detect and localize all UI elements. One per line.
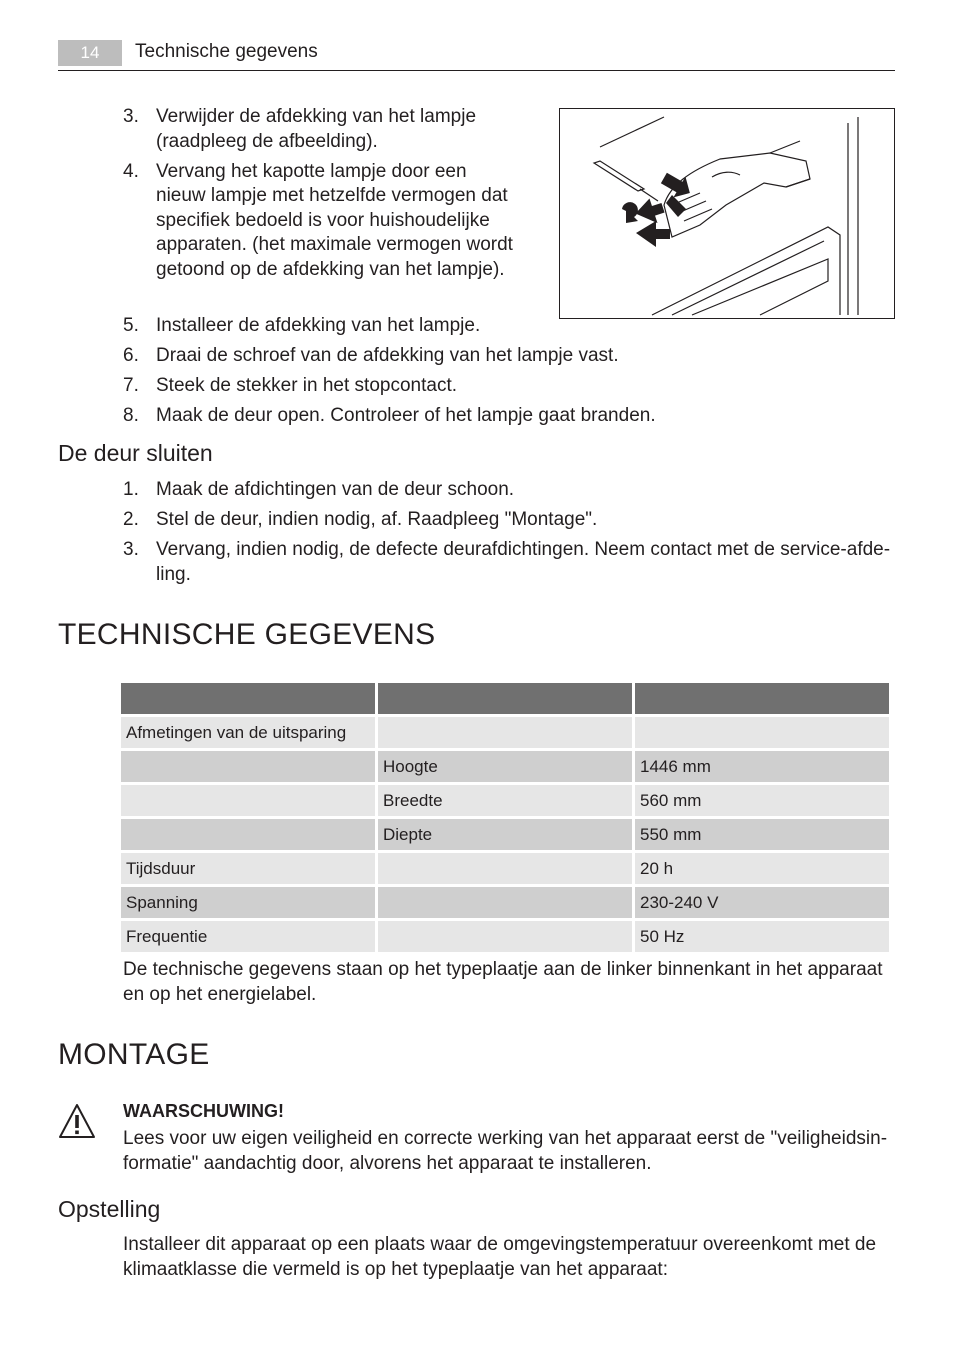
table-cell <box>121 751 375 782</box>
lamp-cover-illustration <box>559 108 895 319</box>
table-header-cell <box>121 683 375 714</box>
tech-note: De technische gegevens staan op het typeplaatje aan de linker binnenkant in het apparaat en op het energielabel. <box>123 959 883 1005</box>
table-row <box>121 853 889 884</box>
list-item: 6. Draai de schroef van de afdekking van het lampje vast. <box>123 345 619 366</box>
running-header-title: Technische gegevens <box>135 41 318 62</box>
table-cell <box>378 921 632 952</box>
table-row <box>121 921 889 952</box>
table-cell: 20 h <box>635 853 889 884</box>
table-cell <box>121 785 375 816</box>
page-number: 14 <box>58 40 122 66</box>
table-cell <box>635 717 889 748</box>
table-row <box>121 887 889 918</box>
table-cell: Hoogte <box>378 751 632 782</box>
door-steps <box>123 478 893 593</box>
table-cell: Spanning <box>121 887 375 918</box>
table-cell <box>378 853 632 884</box>
table-cell: 230-240 V <box>635 887 889 918</box>
table-cell <box>121 819 375 850</box>
header-divider <box>58 70 895 71</box>
table-header-cell <box>635 683 889 714</box>
table-row <box>121 819 889 850</box>
list-item: 7. Steek de stekker in het stopcontact. <box>123 375 458 396</box>
list-item: 4. Vervang het kapotte lampje door een nieuw lampje met hetzelfde vermogen dat specifiek bedoeld is voor huishoudelijke apparaten. (het maximale vermogen wordt getoond op de afdekking van het lampje). <box>123 160 513 280</box>
table-row <box>121 717 889 748</box>
table-cell: Frequentie <box>121 921 375 952</box>
warning-text: Lees voor uw eigen veiligheid en correcte werking van het apparaat eerst de "veiligheidsin-formatie" aandachtig door, alvorens het apparaat te installeren. <box>123 1128 888 1174</box>
table-cell: 50 Hz <box>635 921 889 952</box>
table-cell: Tijdsduur <box>121 853 375 884</box>
door-section-heading: De deur sluiten <box>58 440 213 466</box>
tech-specs-table <box>118 680 892 955</box>
warning-title: WAARSCHUWING! <box>123 1101 284 1121</box>
lamp-steps-bottom <box>123 314 893 434</box>
table-cell: 560 mm <box>635 785 889 816</box>
tech-section-heading: TECHNISCHE GEGEVENS <box>58 618 436 651</box>
list-item: 3. Vervang, indien nodig, de defecte deurafdichtingen. Neem contact met de service-afde-ling. <box>123 539 891 585</box>
table-cell: 1446 mm <box>635 751 889 782</box>
montage-section-heading: MONTAGE <box>58 1038 210 1071</box>
opstelling-text: Installeer dit apparaat op een plaats waar de omgevingstemperatuur overeenkomt met de klimaatklasse die vermeld is op het typeplaatje van het apparaat: <box>123 1234 877 1280</box>
table-row <box>121 751 889 782</box>
lamp-steps-top <box>123 105 518 288</box>
table-cell: Afmetingen van de uitsparing <box>121 717 375 748</box>
table-cell <box>378 887 632 918</box>
table-cell: 550 mm <box>635 819 889 850</box>
table-cell: Breedte <box>378 785 632 816</box>
list-item: 5. Installeer de afdekking van het lampje. <box>123 315 481 336</box>
list-item: 2. Stel de deur, indien nodig, af. Raadpleeg "Montage". <box>123 509 598 530</box>
opstelling-heading: Opstelling <box>58 1196 161 1222</box>
list-item: 1. Maak de afdichtingen van de deur schoon. <box>123 479 515 500</box>
warning-icon <box>58 1103 96 1139</box>
table-header-cell <box>378 683 632 714</box>
table-header-row <box>121 683 889 714</box>
table-cell: Diepte <box>378 819 632 850</box>
table-cell <box>378 717 632 748</box>
list-item: 3. Verwijder de afdekking van het lampje (raadpleeg de afbeelding). <box>123 106 477 152</box>
table-row <box>121 785 889 816</box>
list-item: 8. Maak de deur open. Controleer of het lampje gaat branden. <box>123 405 656 426</box>
